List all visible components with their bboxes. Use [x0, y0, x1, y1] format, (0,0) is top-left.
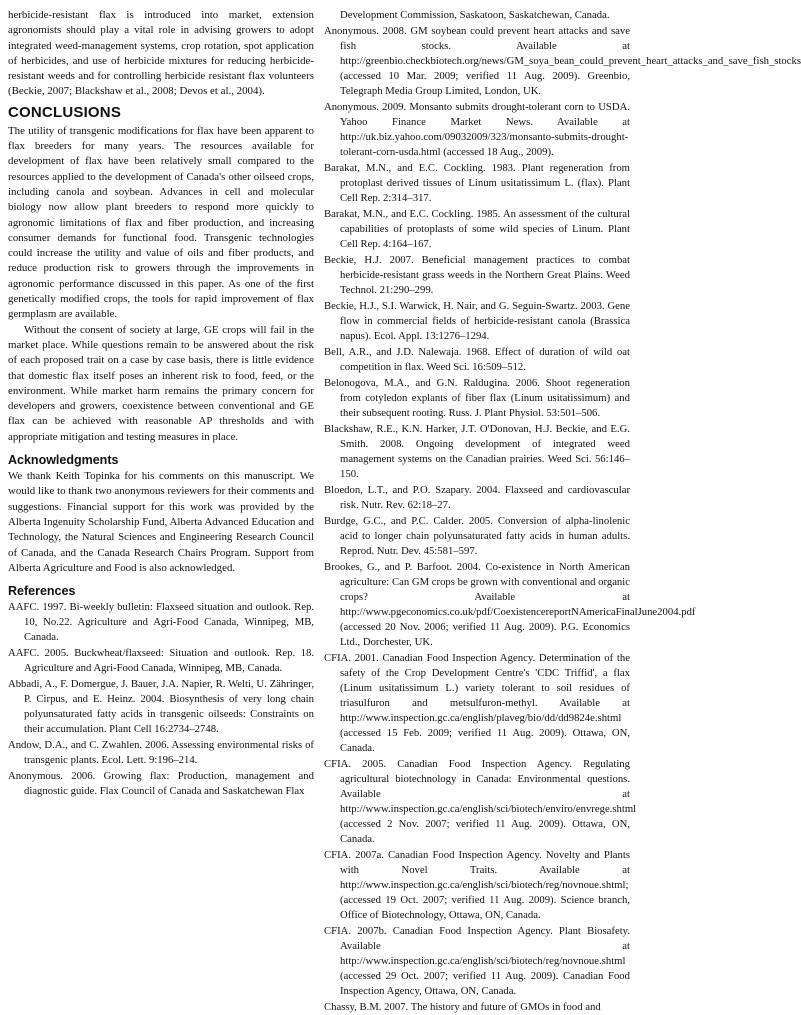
conclusions-heading: CONCLUSIONS: [8, 103, 122, 121]
references-list-left: [8, 600, 314, 799]
reference-entry: Anonymous. 2009. Monsanto submits drought-tolerant corn to USDA. Yahoo Finance Market News. Available at http://uk.biz.yahoo.com/09032009/323/monsanto-submits-drought-tolerant-corn-usda.html (accessed 18 Aug., 2009).: [324, 101, 630, 158]
reference-continuation: Development Commission, Saskatoon, Saskatchewan, Canada.: [340, 9, 610, 21]
reference-entry: Barakat, M.N., and E.C. Cockling. 1983. Plant regeneration from protoplast derived tissues of Linum usitatissimum L. (flax). Plant Cell Rep. 2:314–317.: [324, 162, 630, 204]
reference-entry: Bell, A.R., and J.D. Nalewaja. 1968. Effect of duration of wild oat competition in flax. Weed Sci. 16:509–512.: [324, 346, 630, 373]
reference-entry: AAFC. 2005. Buckwheat/flaxseed: Situation and outlook. Rep. 18. Agriculture and Agri-Food Canada, Winnipeg, MB, Canada.: [8, 647, 314, 675]
reference-entry: CFIA. 2005. Canadian Food Inspection Agency. Regulating agricultural biotechnology in Canada: Environmental questions. Available at http://www.inspection.gc.ca/english/sci/biotech/enviro/envrege.shtml (accessed 2 Nov. 2007; verified 11 Aug. 2009). Ottawa, ON, Canada.: [324, 758, 637, 845]
reference-entry: Beckie, H.J. 2007. Beneficial management practices to combat herbicide-resistant grass weeds in the Northern Great Plains. Weed Technol. 21:290–299.: [324, 254, 630, 296]
reference-entry: Blackshaw, R.E., K.N. Harker, J.T. O'Donovan, H.J. Beckie, and E.G. Smith. 2008. Ongoing development of integrated weed management systems on the Canadian prairies. Weed Sci. 56:146–150.: [324, 423, 630, 480]
reference-entry: Bloedon, L.T., and P.O. Szapary. 2004. Flaxseed and cardiovascular risk. Nutr. Rev. 62:18–27.: [324, 484, 630, 511]
reference-entry: AAFC. 1997. Bi-weekly bulletin: Flaxseed situation and outlook. Rep. 10, No.22. Agriculture and Agri-Food Canada, Winnipeg, MB, Canada.: [8, 601, 314, 644]
references-list-right: [324, 8, 801, 1015]
reference-entry: Brookes, G., and P. Barfoot. 2004. Co-existence in North American agriculture: Can GM crops be grown with conventional and organic crops? Available at http://www.pgeconomics.co.uk/pdf/CoexistencereportNAmericaFinalJune2004.pdf (accessed 20 Nov. 2006; verified 11 Aug. 2009). P.G. Economics Ltd., Dorchester, UK.: [324, 561, 696, 648]
acknowledgments-heading: Acknowledgments: [8, 453, 119, 468]
reference-entry: CFIA. 2007b. Canadian Food Inspection Agency. Plant Biosafety. Available at http://www.inspection.gc.ca/english/sci/biotech/reg/novnoue.shtml (accessed 29 Oct. 2007; verified 11 Aug. 2009). Canadian Food Inspection Agency, Ottawa, ON, Canada.: [324, 925, 630, 997]
intro-paragraph: herbicide-resistant flax is introduced into market, extension agronomists should play a vital role in advising growers to adopt integrated weed-management systems, crop rotation, spot application of herbicides, and use of herbicide mixtures for reducing herbicide-resistant weeds and for controlling herbicide resistant flax volunteers (Beckie, 2007; Blackshaw et al., 2008; Devos et al., 2004).: [8, 9, 314, 98]
reference-entry: Belonogova, M.A., and G.N. Raldugina. 2006. Shoot regeneration from cotyledon explants of fiber flax (Linum usitatissimum) and their subsequent rooting. Russ. J. Plant Physiol. 53:501–506.: [324, 377, 630, 419]
left-column: [8, 8, 314, 900]
reference-entry: Chassy, B.M. 2007. The history and future of GMOs in food and: [324, 1001, 601, 1013]
reference-entry: Anonymous. 2006. Growing flax: Production, management and diagnostic guide. Flax Council of Canada and Saskatchewan Flax: [8, 770, 314, 798]
reference-entry: Abbadi, A., F. Domergue, J. Bauer, J.A. Napier, R. Welti, U. Zähringer, P. Cirpus, and E. Heinz. 2004. Biosynthesis of very long chain polyunsaturated fatty acids in transgenic oilseeds: Constraints on their accumulation. Plant Cell 16:2734–2748.: [8, 678, 314, 736]
conclusions-paragraph-1: The utility of transgenic modifications for flax have been apparent to flax breeders for many years. The resources available for development of flax have been relatively small compared to the resources applied to the development of Canada's other oilseed crops, including canola and soybean. Advances in cell and molecular biology now allow plant breeders to respond more quickly to agronomic limitations of flax and fiber production, and increasing consumer demands for functional food. Transgenic technologies could increase the utility and value of oils and fiber products, and reduce production risk to growers through the improvements in agronomic performance discussed in this paper. As one of the first genetically modified crops, the tools for rapid improvement of flax germplasm are available.: [8, 124, 314, 321]
reference-entry: CFIA. 2001. Canadian Food Inspection Agency. Determination of the safety of the Crop Development Centre's 'CDC Triffid', a flax (Linum usitatissimum L.) variety tolerant to soil residues of triasulfuron and metsulfuron-methyl. Available at http://www.inspection.gc.ca/english/plaveg/bio/dd/dd9824e.shtml (accessed 15 Feb. 2009; verified 11 Aug. 2009). Ottawa, ON, Canada.: [324, 652, 630, 754]
acknowledgments-text: We thank Keith Topinka for his comments on this manuscript. We would like to thank two anonymous reviewers for their comments and suggestions. Financial support for this work was provided by the Alberta Ingenuity Scholarship Fund, Alberta Advanced Education and Technology, the Natural Sciences and Engineering Research Council of Canada, and the Canada Research Chairs Program. Support from Alberta Agriculture and Food is also acknowledged.: [8, 470, 314, 574]
reference-entry: Beckie, H.J., S.I. Warwick, H. Nair, and G. Seguin-Swartz. 2003. Gene flow in commercial fields of herbicide-resistant canola (Brassica napus). Ecol. Appl. 13:1276–1294.: [324, 300, 630, 342]
reference-entry: Burdge, G.C., and P.C. Calder. 2005. Conversion of alpha-linolenic acid to longer chain polyunsaturated fatty acids in human adults. Reprod. Nutr. Dev. 45:581–597.: [324, 515, 630, 557]
conclusions-paragraph-2: Without the consent of society at large, GE crops will fail in the market place. While questions remain to be answered about the risk of each proposed trait on a case by case basis, there is little evidence that domestic flax itself poses an inherent risk to food, feed, or the environment. While market harm remains the primary concern for developers and growers, coexistence between conventional and GE flax can be achieved with reasonable AP thresholds and with appropriate mitigation and testing measures in place.: [8, 323, 314, 443]
reference-entry: Barakat, M.N., and E.C. Cockling. 1985. An assessment of the cultural capabilities of protoplasts of some wild species of Linum. Plant Cell Rep. 4:164–167.: [324, 208, 630, 250]
reference-entry: CFIA. 2007a. Canadian Food Inspection Agency. Novelty and Plants with Novel Traits. Available at http://www.inspection.gc.ca/english/sci/biotech/reg/novnoue.shtml; (accessed 19 Oct. 2007; verified 11 Aug. 2009). Science branch, Office of Biotechnology, Ottawa, ON, Canada.: [324, 849, 630, 921]
reference-entry: Anonymous. 2008. GM soybean could prevent heart attacks and save fish stocks. Available at http://greenbio.checkbiotech.org/news/GM_soya_bean_could_prevent_heart_attacks_and_save_fish_stocks (accessed 10 Mar. 2009; verified 11 Aug. 2009). Greenbio, Telegraph Media Group Limited, London, UK.: [324, 25, 801, 97]
reference-entry: Andow, D.A., and C. Zwahlen. 2006. Assessing environmental risks of transgenic plants. Ecol. Lett. 9:196–214.: [8, 739, 314, 767]
right-column: [324, 8, 801, 1013]
references-heading: References: [8, 584, 76, 599]
